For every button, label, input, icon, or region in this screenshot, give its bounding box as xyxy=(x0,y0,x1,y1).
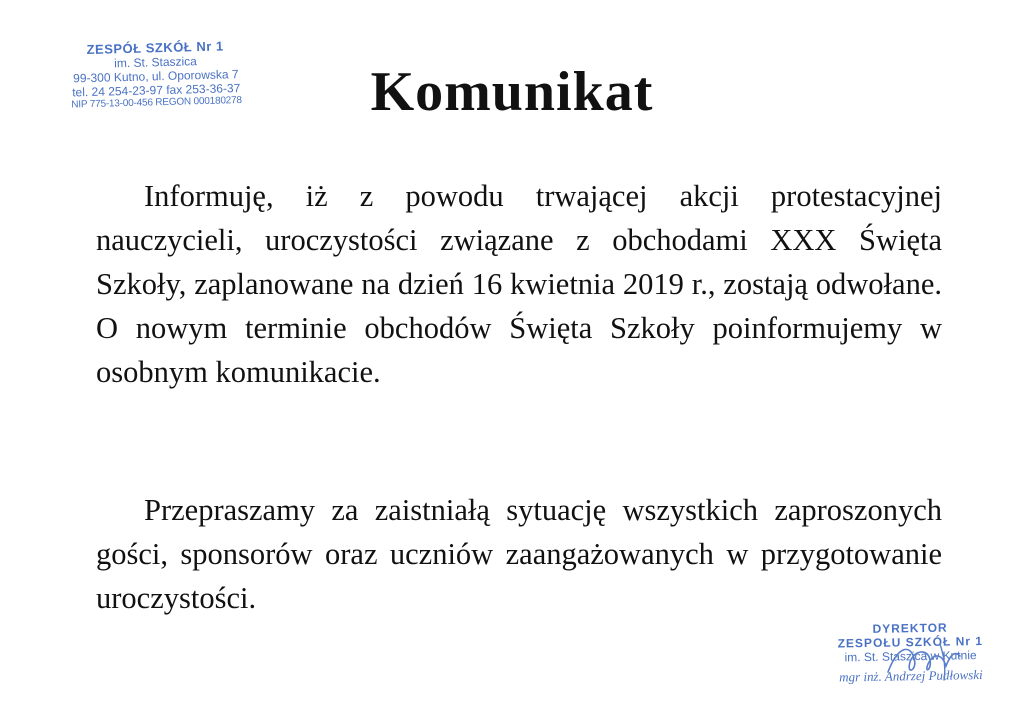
stamp-school-name-genitive: ZESPOŁU SZKÓŁ Nr 1 xyxy=(837,633,984,651)
stamp-phone: tel. 24 254-23-97 fax 253-36-37 xyxy=(72,80,241,99)
stamp-address: 99-300 Kutno, ul. Oporowska 7 xyxy=(72,66,239,86)
stamp-tax-ids: NIP 775-13-00-456 REGON 000180278 xyxy=(71,95,242,111)
stamp-director-name: mgr inż. Andrzej Pudłowski xyxy=(839,667,983,685)
document-title: Komunikat xyxy=(370,61,654,123)
stamp-patron-location: im. St. Staszica w Kutnie xyxy=(844,647,977,664)
stamp-director-title: DYREKTOR xyxy=(872,620,948,636)
stamp-patron: im. St. Staszica xyxy=(113,54,198,71)
stamp-school-name: ZESPÓŁ SZKÓŁ Nr 1 xyxy=(86,38,224,58)
handwritten-signature xyxy=(880,636,990,686)
announcement-paragraph-1: Informuję, iż z powodu trwającej akcji protestacyjnej nauczycieli, uroczystości związane z obchodami XXX Święta Szkoły, zaplanowane na dzień 16 kwietnia 2019 r., zostają odwołane. O nowym terminie obchodów Święta Szkoły poinformujemy w osobnym komunikacie. xyxy=(96,179,942,389)
announcement-paragraph-2: Przepraszamy za zaistniałą sytuację wszystkich zaproszonych gości, sponsorów oraz uczniów zaangażowanych w przygotowanie uroczystości. xyxy=(96,493,942,615)
